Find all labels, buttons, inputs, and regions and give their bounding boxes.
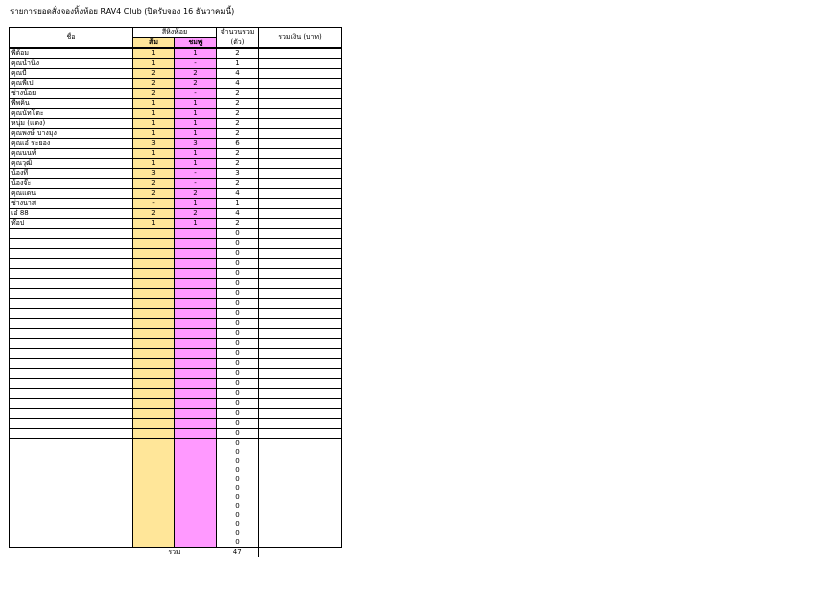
header-money: รวมเงิน (บาท)	[259, 28, 342, 49]
tail-block	[10, 439, 342, 548]
row-money	[259, 219, 342, 229]
row-money	[259, 379, 342, 389]
row-money	[259, 79, 342, 89]
row-orange-count	[133, 419, 175, 429]
row-orange-count	[133, 369, 175, 379]
row-name: ท๊อป	[10, 219, 133, 229]
row-money	[259, 69, 342, 79]
row-money	[259, 149, 342, 159]
row-pink-count: 1	[175, 109, 217, 119]
row-orange-count: 2	[133, 179, 175, 189]
table-row	[10, 249, 342, 259]
row-orange-count: 3	[133, 169, 175, 179]
table-row	[10, 129, 342, 139]
row-name	[10, 409, 133, 419]
header-name: ชื่อ	[10, 28, 133, 49]
tail-qty-value: 0	[235, 529, 240, 537]
row-pink-count	[175, 389, 217, 399]
total-row	[10, 548, 342, 558]
tail-qty-value: 0	[235, 511, 240, 519]
row-pink-count	[175, 429, 217, 439]
tail-qty-value: 0	[235, 520, 240, 528]
row-total-qty: 0	[217, 419, 259, 429]
row-name: น้องทึ	[10, 169, 133, 179]
row-pink-count	[175, 349, 217, 359]
row-orange-count: 1	[133, 129, 175, 139]
row-pink-count: 3	[175, 139, 217, 149]
row-name: คุณวุฒิ	[10, 159, 133, 169]
header-orange: ส้ม	[133, 38, 175, 49]
tail-qty-value: 0	[235, 475, 240, 483]
row-orange-count	[133, 229, 175, 239]
table-row	[10, 409, 342, 419]
row-orange-count: 2	[133, 89, 175, 99]
table-row	[10, 199, 342, 209]
row-total-qty: 0	[217, 389, 259, 399]
row-name	[10, 309, 133, 319]
sheet-title: รายการยอดสั่งจองหิ้งห้อย RAV4 Club (ปิดรับจอง 16 ธันวาคมนี้)	[10, 7, 235, 16]
row-pink-count	[175, 339, 217, 349]
row-money	[259, 369, 342, 379]
row-name: ช่างนาส	[10, 199, 133, 209]
row-orange-count: 3	[133, 139, 175, 149]
table-row	[10, 109, 342, 119]
row-total-qty: 2	[217, 99, 259, 109]
row-orange-count	[133, 339, 175, 349]
row-money	[259, 129, 342, 139]
row-name	[10, 249, 133, 259]
row-orange-count	[133, 409, 175, 419]
row-total-qty: 2	[217, 179, 259, 189]
row-money	[259, 239, 342, 249]
row-money	[259, 139, 342, 149]
table-row	[10, 99, 342, 109]
row-name	[10, 339, 133, 349]
table-row	[10, 48, 342, 59]
row-name: เอ๋ 88	[10, 209, 133, 219]
row-orange-count	[133, 269, 175, 279]
row-money	[259, 329, 342, 339]
row-orange-count: -	[133, 199, 175, 209]
row-pink-count: -	[175, 169, 217, 179]
table-row	[10, 259, 342, 269]
row-total-qty: 0	[217, 259, 259, 269]
row-total-qty: 0	[217, 319, 259, 329]
row-pink-count: 2	[175, 69, 217, 79]
row-name	[10, 419, 133, 429]
table-row	[10, 309, 342, 319]
tail-pink	[175, 439, 217, 548]
tail-qty-value: 0	[235, 493, 240, 501]
row-total-qty: 4	[217, 209, 259, 219]
tail-qty-value: 0	[235, 466, 240, 474]
table-row	[10, 189, 342, 199]
table-row	[10, 69, 342, 79]
row-orange-count	[133, 309, 175, 319]
row-orange-count	[133, 239, 175, 249]
row-money	[259, 109, 342, 119]
row-name	[10, 269, 133, 279]
row-pink-count	[175, 319, 217, 329]
row-money	[259, 179, 342, 189]
table-row	[10, 289, 342, 299]
row-money	[259, 389, 342, 399]
table-row	[10, 339, 342, 349]
table-row	[10, 59, 342, 69]
row-name	[10, 389, 133, 399]
row-name	[10, 239, 133, 249]
row-pink-count: -	[175, 179, 217, 189]
row-total-qty: 0	[217, 239, 259, 249]
row-total-qty: 0	[217, 249, 259, 259]
row-orange-count	[133, 289, 175, 299]
tail-qty-value: 0	[235, 439, 240, 447]
row-orange-count	[133, 329, 175, 339]
row-total-qty: 2	[217, 48, 259, 59]
row-pink-count	[175, 279, 217, 289]
row-pink-count	[175, 369, 217, 379]
row-orange-count: 2	[133, 79, 175, 89]
table-row	[10, 279, 342, 289]
row-orange-count	[133, 249, 175, 259]
table-row	[10, 419, 342, 429]
row-orange-count: 2	[133, 209, 175, 219]
table-row	[10, 379, 342, 389]
header-qty-line1: จำนวนรวม	[217, 28, 259, 38]
row-money	[259, 119, 342, 129]
row-orange-count: 1	[133, 48, 175, 59]
row-pink-count	[175, 269, 217, 279]
row-pink-count: 1	[175, 129, 217, 139]
row-money	[259, 309, 342, 319]
table-row	[10, 349, 342, 359]
row-orange-count: 1	[133, 149, 175, 159]
row-total-qty: 0	[217, 429, 259, 439]
row-name	[10, 329, 133, 339]
row-total-qty: 2	[217, 159, 259, 169]
row-name	[10, 289, 133, 299]
row-total-qty: 0	[217, 269, 259, 279]
row-name: น้องจ๊ะ	[10, 179, 133, 189]
row-money	[259, 269, 342, 279]
tail-qty-value: 0	[235, 484, 240, 492]
row-name: คุณเอ๋ ระยอง	[10, 139, 133, 149]
tail-name	[10, 439, 133, 548]
row-money	[259, 249, 342, 259]
row-money	[259, 89, 342, 99]
row-name: ช่างน้อย	[10, 89, 133, 99]
row-pink-count	[175, 249, 217, 259]
row-total-qty: 0	[217, 299, 259, 309]
row-total-qty: 2	[217, 89, 259, 99]
row-name: คุณพี่เป	[10, 79, 133, 89]
row-total-qty: 2	[217, 149, 259, 159]
row-total-qty: 6	[217, 139, 259, 149]
row-name: พี่ต้อม	[10, 48, 133, 59]
row-pink-count	[175, 259, 217, 269]
row-orange-count: 1	[133, 59, 175, 69]
table-row	[10, 79, 342, 89]
row-name	[10, 369, 133, 379]
row-name: พี่พคิน	[10, 99, 133, 109]
row-money	[259, 199, 342, 209]
table-row	[10, 319, 342, 329]
row-money	[259, 339, 342, 349]
row-orange-count: 1	[133, 159, 175, 169]
row-total-qty: 2	[217, 119, 259, 129]
table-row	[10, 269, 342, 279]
row-name	[10, 279, 133, 289]
row-name: คุณน้ำนิ่ง	[10, 59, 133, 69]
row-pink-count: 1	[175, 199, 217, 209]
table-row	[10, 369, 342, 379]
row-money	[259, 289, 342, 299]
row-pink-count	[175, 359, 217, 369]
row-pink-count	[175, 309, 217, 319]
row-total-qty: 4	[217, 189, 259, 199]
row-pink-count	[175, 329, 217, 339]
order-table	[9, 27, 342, 557]
row-money	[259, 159, 342, 169]
table-row	[10, 209, 342, 219]
row-name: คุณบี	[10, 69, 133, 79]
row-orange-count: 1	[133, 99, 175, 109]
row-pink-count: 1	[175, 159, 217, 169]
row-pink-count: -	[175, 89, 217, 99]
tail-orange	[133, 439, 175, 548]
row-total-qty: 2	[217, 129, 259, 139]
row-pink-count	[175, 239, 217, 249]
row-money	[259, 48, 342, 59]
header-pink: ชมพู	[175, 38, 217, 49]
row-money	[259, 189, 342, 199]
row-orange-count: 2	[133, 69, 175, 79]
row-total-qty: 0	[217, 279, 259, 289]
header-qty-line2: (ตัว)	[217, 38, 259, 49]
row-orange-count: 1	[133, 219, 175, 229]
row-pink-count: 2	[175, 209, 217, 219]
table-row	[10, 149, 342, 159]
row-total-qty: 0	[217, 379, 259, 389]
row-pink-count: -	[175, 59, 217, 69]
row-name: คุณพงษ์ บางมุง	[10, 129, 133, 139]
row-pink-count: 1	[175, 99, 217, 109]
row-pink-count	[175, 419, 217, 429]
table-row	[10, 119, 342, 129]
row-pink-count: 1	[175, 119, 217, 129]
row-total-qty: 2	[217, 219, 259, 229]
row-pink-count	[175, 299, 217, 309]
total-spacer	[10, 548, 133, 558]
row-name: คุณนัทโตะ	[10, 109, 133, 119]
row-total-qty: 0	[217, 399, 259, 409]
row-money	[259, 299, 342, 309]
row-total-qty: 0	[217, 359, 259, 369]
row-orange-count: 2	[133, 189, 175, 199]
row-pink-count: 2	[175, 189, 217, 199]
table-row	[10, 229, 342, 239]
row-orange-count	[133, 259, 175, 269]
row-money	[259, 359, 342, 369]
row-total-qty: 0	[217, 409, 259, 419]
row-name	[10, 429, 133, 439]
row-total-qty: 1	[217, 59, 259, 69]
row-pink-count: 1	[175, 149, 217, 159]
row-money	[259, 259, 342, 269]
row-pink-count	[175, 399, 217, 409]
row-orange-count: 1	[133, 119, 175, 129]
row-name: คุณนนท์	[10, 149, 133, 159]
table-row	[10, 89, 342, 99]
row-pink-count: 1	[175, 219, 217, 229]
table-row	[10, 239, 342, 249]
header-color-group: สีหิ้งห้อย	[133, 28, 217, 38]
row-name: คุณแดน	[10, 189, 133, 199]
table-row	[10, 299, 342, 309]
row-name	[10, 259, 133, 269]
row-name	[10, 349, 133, 359]
row-orange-count	[133, 319, 175, 329]
row-orange-count	[133, 379, 175, 389]
row-money	[259, 209, 342, 219]
table-row	[10, 159, 342, 169]
tail-qty	[217, 439, 259, 548]
row-total-qty: 2	[217, 109, 259, 119]
table-row	[10, 139, 342, 149]
row-money	[259, 349, 342, 359]
table-row	[10, 399, 342, 409]
row-name	[10, 299, 133, 309]
row-orange-count	[133, 299, 175, 309]
row-total-qty: 4	[217, 69, 259, 79]
row-total-qty: 1	[217, 199, 259, 209]
row-name	[10, 379, 133, 389]
total-value: 47	[232, 548, 242, 556]
row-money	[259, 399, 342, 409]
row-money	[259, 99, 342, 109]
tail-qty-value: 0	[235, 448, 240, 456]
table-row	[10, 389, 342, 399]
row-money	[259, 169, 342, 179]
row-total-qty: 0	[217, 349, 259, 359]
tail-money	[259, 439, 342, 548]
row-total-qty: 0	[217, 369, 259, 379]
row-pink-count	[175, 229, 217, 239]
row-money	[259, 229, 342, 239]
row-money	[259, 409, 342, 419]
row-orange-count	[133, 279, 175, 289]
row-orange-count	[133, 359, 175, 369]
row-name: หนุ่ม (แดง)	[10, 119, 133, 129]
table-row	[10, 219, 342, 229]
row-total-qty: 0	[217, 289, 259, 299]
row-orange-count	[133, 399, 175, 409]
row-name	[10, 399, 133, 409]
row-pink-count: 1	[175, 48, 217, 59]
table-row	[10, 169, 342, 179]
row-orange-count: 1	[133, 109, 175, 119]
row-orange-count	[133, 349, 175, 359]
row-total-qty: 0	[217, 339, 259, 349]
row-name	[10, 229, 133, 239]
row-pink-count	[175, 289, 217, 299]
row-money	[259, 279, 342, 289]
row-money	[259, 429, 342, 439]
row-name	[10, 319, 133, 329]
row-total-qty: 3	[217, 169, 259, 179]
table-row	[10, 359, 342, 369]
table-row	[10, 179, 342, 189]
row-total-qty: 4	[217, 79, 259, 89]
table-row	[10, 429, 342, 439]
row-total-qty: 0	[217, 329, 259, 339]
row-money	[259, 59, 342, 69]
row-pink-count	[175, 379, 217, 389]
tail-qty-value: 0	[235, 502, 240, 510]
row-name	[10, 359, 133, 369]
row-orange-count	[133, 389, 175, 399]
row-orange-count	[133, 429, 175, 439]
table-row	[10, 329, 342, 339]
tail-qty-value: 0	[235, 538, 240, 546]
row-total-qty: 0	[217, 229, 259, 239]
total-money	[259, 548, 342, 558]
total-label: รวม	[168, 548, 181, 556]
row-total-qty: 0	[217, 309, 259, 319]
row-money	[259, 319, 342, 329]
row-pink-count	[175, 409, 217, 419]
tail-qty-value: 0	[235, 457, 240, 465]
row-money	[259, 419, 342, 429]
row-pink-count: 2	[175, 79, 217, 89]
